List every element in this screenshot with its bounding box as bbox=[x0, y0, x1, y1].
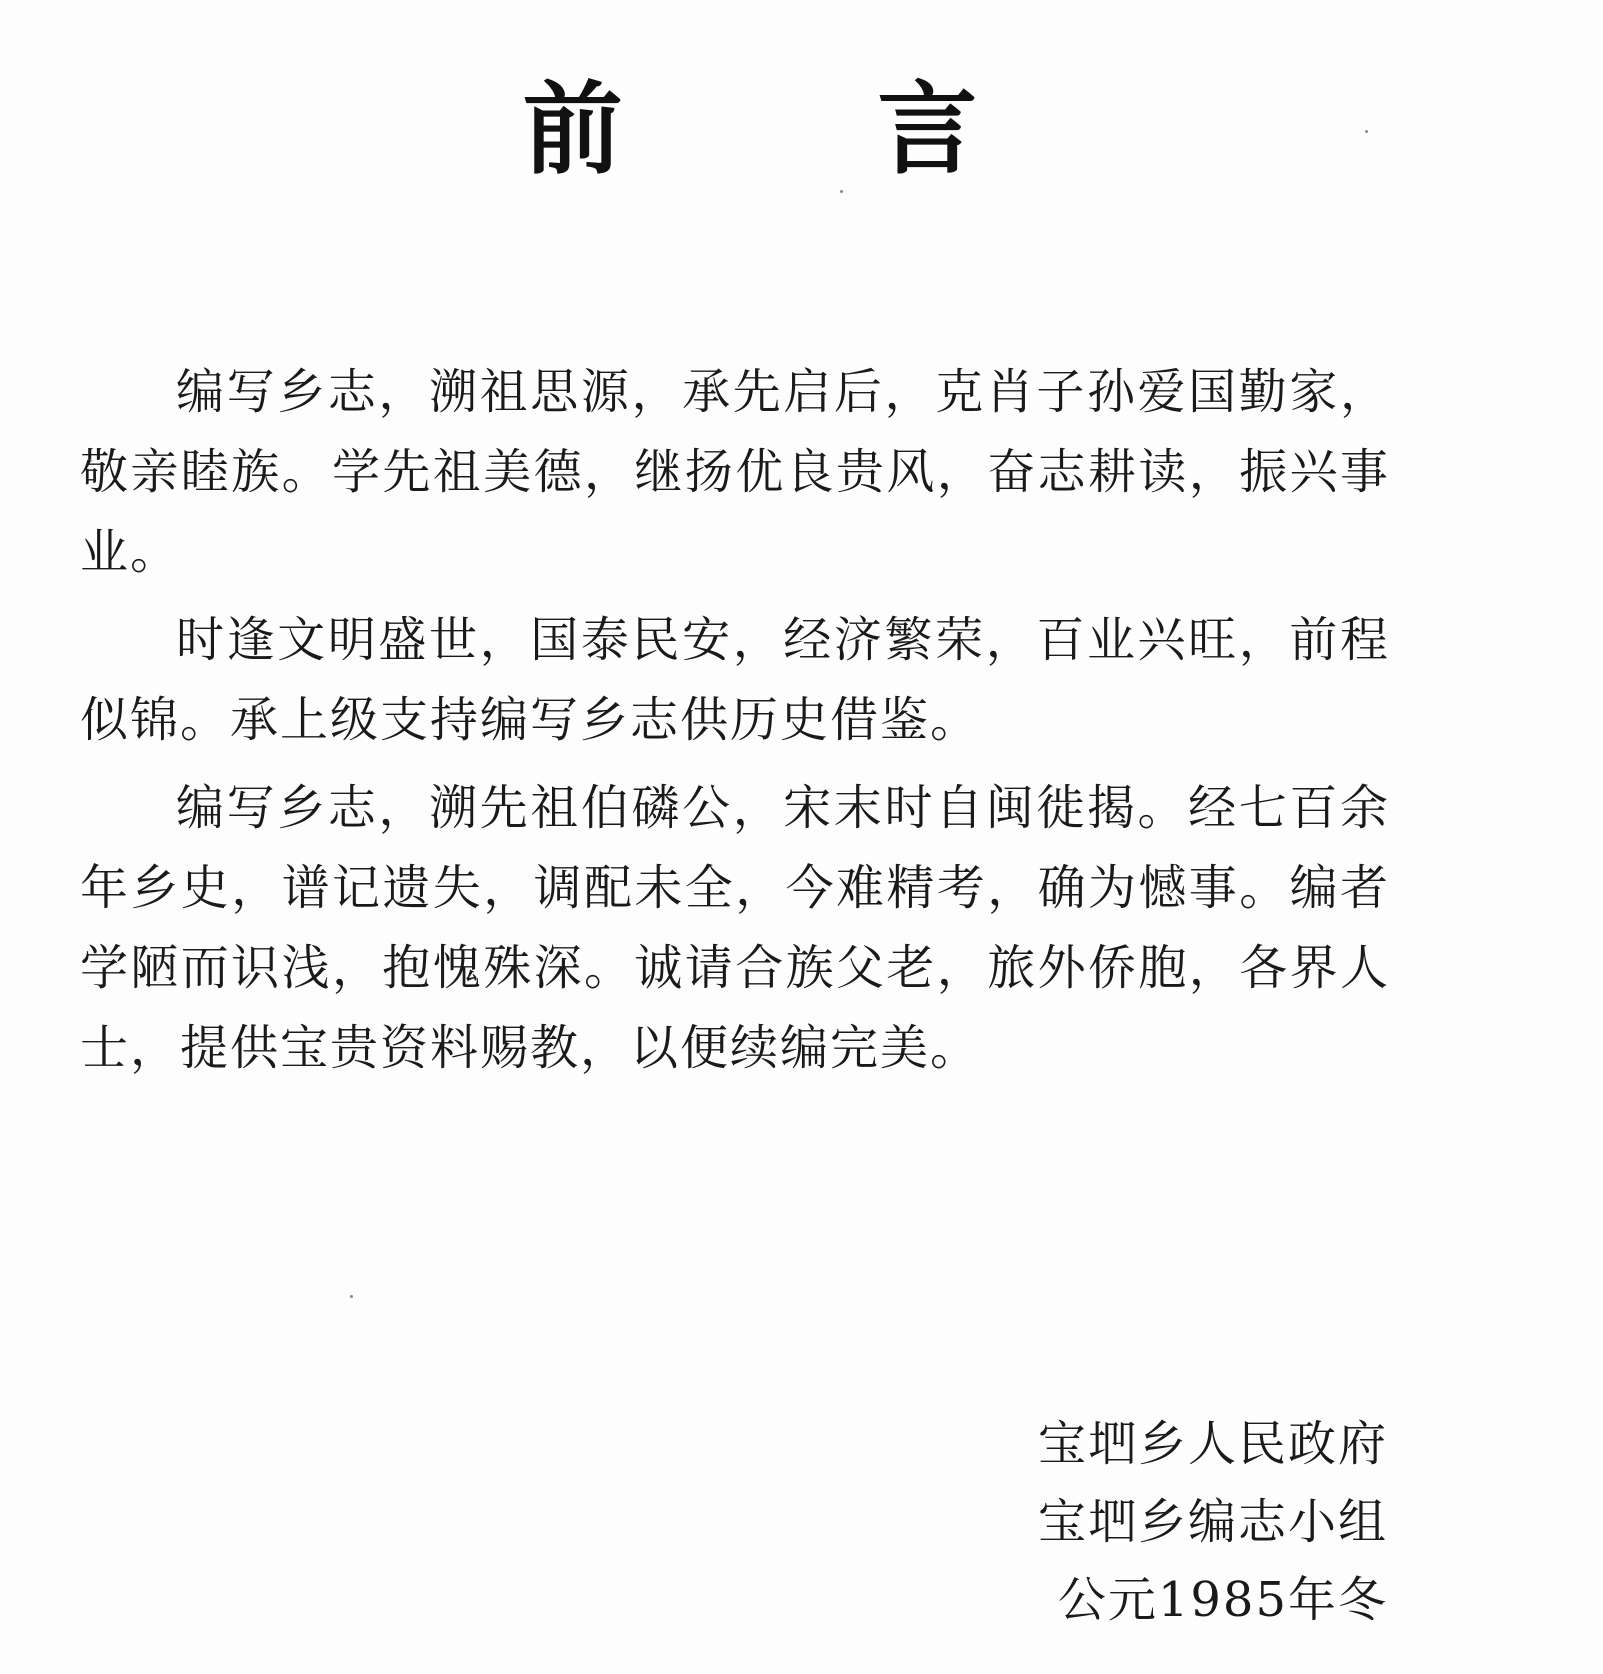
scan-speck bbox=[840, 190, 843, 193]
paragraph-2: 时逢文明盛世，国泰民安，经济繁荣，百业兴旺，前程似锦。承上级支持编写乡志供历史借鉴。 bbox=[80, 612, 1390, 748]
signature-group: 宝垇乡编志小组 bbox=[1037, 1494, 1388, 1550]
scan-speck bbox=[1365, 130, 1368, 133]
scan-speck bbox=[350, 1295, 353, 1298]
signature-date: 公元1985年冬 bbox=[1057, 1572, 1388, 1628]
signature-org: 宝垇乡人民政府 bbox=[1037, 1416, 1388, 1472]
paragraph-1: 编写乡志，溯祖思源，承先启后，克肖子孙爱国勤家，敬亲睦族。学先祖美德，继扬优良贵风，奋志耕读，振兴事业。 bbox=[80, 364, 1390, 580]
page-title: 前 言 bbox=[522, 71, 1088, 188]
paragraph-3: 编写乡志，溯先祖伯磷公，宋末时自闽徙揭。经七百余年乡史，谱记遗失，调配未全，今难精考，确为憾事。编者学陋而识浅，抱愧殊深。诚请合族父老，旅外侨胞，各界人士，提供宝贵资料赐教，以便续编完美。 bbox=[80, 780, 1390, 1076]
preface-body bbox=[80, 352, 1390, 1096]
signature-block bbox=[1038, 1405, 1388, 1639]
